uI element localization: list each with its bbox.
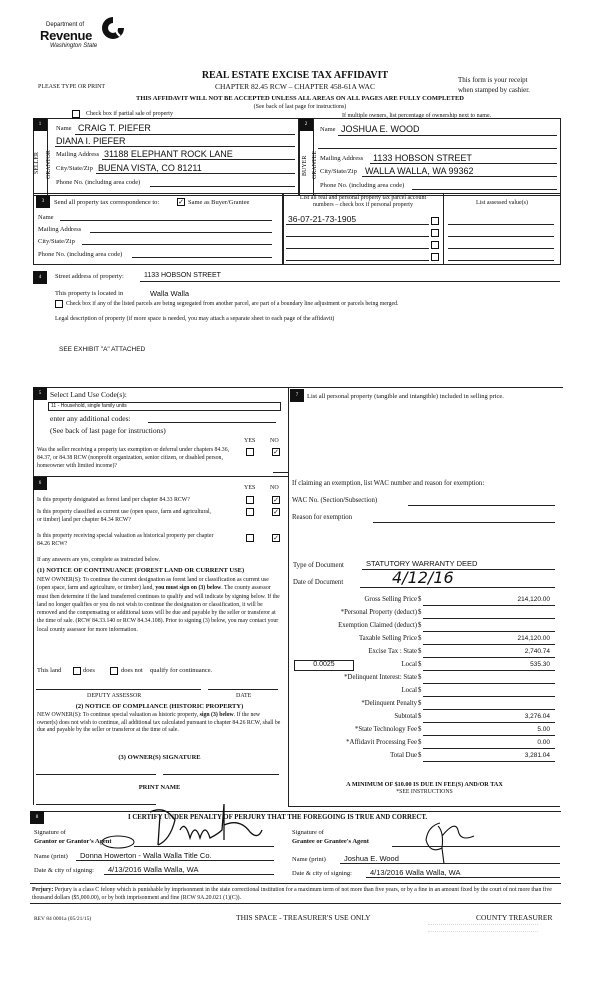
excise-tax-state-row — [290, 648, 560, 660]
s6-no-column-label: NO — [270, 485, 279, 491]
reason-label: Reason for exemption — [292, 514, 353, 521]
minimum-fee-note: A MINIMUM OF $10.00 IS DUE IN FEE(S) AND/OR TAX — [346, 781, 503, 788]
forest-land-yes-checkbox[interactable] — [246, 496, 254, 504]
yes-column-label: YES — [244, 438, 256, 444]
section-7-number: 7 — [290, 389, 304, 402]
buyer-name-2-line — [318, 148, 557, 149]
row-label: Taxable Selling Price — [358, 635, 417, 642]
section-7-divider — [273, 472, 289, 473]
grantee-name[interactable]: Joshua E. Wood — [344, 854, 399, 863]
currency-symbol: $ — [418, 700, 422, 707]
partial-sale-label: Check box if partial sale of property — [86, 111, 173, 117]
notice-continuance-text — [37, 576, 282, 634]
print-name-line[interactable] — [36, 804, 156, 805]
doc-date-label: Date of Document — [293, 579, 344, 586]
exemption-yes-checkbox[interactable] — [246, 448, 254, 456]
buyer-grantee-side-label — [300, 140, 318, 186]
notice2-text-b: . If the new owner(s) does not wish to continue, all additional tax calculated pursuant to chapter 84.26 RCW, shall be due and payable by the seller or transferor at the time of sale. — [37, 712, 281, 733]
receipt-note-2: when stamped by cashier. — [458, 86, 530, 94]
form-chapter: CHAPTER 82.45 RCW – CHAPTER 458-61A WAC — [215, 82, 375, 91]
forest-land-no-checkbox[interactable]: ✓ — [273, 496, 279, 504]
parcel-number[interactable] — [286, 236, 429, 237]
personal-property-checkbox[interactable] — [431, 241, 439, 249]
perjury-bottom-line — [30, 903, 561, 904]
doc-date-line — [360, 587, 555, 588]
land-use-code-select[interactable] — [48, 402, 281, 411]
row-label: *Delinquent Penalty — [361, 700, 417, 707]
grantee-date-label: Date & city of signing: — [292, 870, 352, 877]
delinquent-interest-local-row — [290, 687, 560, 699]
currency-symbol: $ — [418, 609, 422, 616]
corr-phone-field[interactable] — [132, 257, 272, 258]
street-address-label: Street address of property: — [55, 273, 124, 280]
deputy-assessor-label: DEPUTY ASSESSOR — [87, 693, 142, 699]
forest-land-question: Is this property designated as forest land per chapter 84.33 RCW? — [37, 497, 190, 503]
grantor-label: GRANTOR — [46, 150, 52, 179]
please-type-label: PLEASE TYPE OR PRINT — [38, 84, 106, 90]
historic-question: Is this property receiving special valuation as historical property per chapter 84.26 RCW? — [37, 533, 214, 547]
seller-city-line — [96, 173, 295, 174]
completion-warning: THIS AFFIDAVIT WILL NOT BE ACCEPTED UNLESS ALL AREAS ON ALL PAGES ARE FULLY COMPLETED — [136, 95, 464, 102]
perjury-top-line — [30, 883, 561, 884]
corr-name-label: Name — [38, 214, 54, 221]
current-use-no-checkbox[interactable]: ✓ — [273, 508, 279, 516]
owner-signature-line-1[interactable] — [36, 774, 156, 775]
section-3-number: 3 — [36, 195, 50, 208]
row-label: Subtotal — [394, 713, 417, 720]
local-rate-value: 0.0025 — [313, 661, 335, 668]
initials-circle — [100, 834, 136, 850]
historic-no-checkbox[interactable]: ✓ — [273, 534, 279, 542]
notice-compliance-title: (2) NOTICE OF COMPLIANCE (HISTORIC PROPERTY) — [75, 703, 244, 710]
total-due-row — [290, 752, 560, 764]
located-in-label: This property is located in — [55, 290, 124, 297]
buyer-phone-label: Phone No. (including area code) — [320, 182, 405, 189]
excise-tax-local-row — [290, 661, 560, 673]
certify-statement: I CERTIFY UNDER PENALTY OF PERJURY THAT THE FOREGOING IS TRUE AND CORRECT. — [128, 814, 428, 821]
buyer-phone-line — [412, 189, 557, 190]
street-address-line — [140, 281, 560, 282]
currency-symbol: $ — [418, 661, 422, 668]
parcel-number[interactable] — [286, 248, 429, 249]
grantor-date-label: Date & city of signing: — [34, 867, 94, 874]
send-correspondence-label: Send all property tax correspondence to: — [54, 199, 160, 206]
buyer-city[interactable]: WALLA WALLA, WA 99362 — [365, 166, 474, 176]
dor-swirl-logo-icon — [101, 16, 125, 40]
wac-label: WAC No. (Section/Subsection) — [292, 497, 378, 504]
row-label: Gross Selling Price — [364, 596, 417, 603]
buyer-mailing-line — [370, 163, 557, 164]
seller-mailing-line — [102, 159, 295, 160]
grantee-signature — [400, 818, 480, 866]
delinquent-interest-state-row — [290, 674, 560, 686]
personal-property-checkbox[interactable] — [431, 217, 439, 225]
perjury-bold: Perjury: — [32, 887, 54, 893]
doc-type[interactable]: STATUTORY WARRANTY DEED — [366, 559, 478, 568]
notice1-text-a: NEW OWNER(S): To continue the current designation as forest land or classification as current use (open space, farm and agriculture, or timber) land, — [37, 577, 269, 592]
corr-mailing-label: Mailing Address — [38, 226, 82, 233]
row-value[interactable]: 535.30 — [530, 661, 550, 668]
buyer-city-line — [362, 176, 557, 177]
row-label: Excise Tax : State — [368, 648, 417, 655]
segregated-checkbox[interactable] — [55, 300, 63, 308]
seller-grantor-side-label — [34, 138, 52, 188]
buyer-mailing-label: Mailing Address — [320, 155, 364, 162]
logo-revenue-text: Revenue — [40, 28, 93, 43]
perjury-text: Perjury is a class C felony which is punishable by imprisonment in the state correctional institution for a maximum term of not more than five years, or by a fine in an amount fixed by the court of not more than five thousand dollars ($5,000.00), or by both imprisonment and fine (RCW 9A.20.021 (1)(C)). — [32, 887, 552, 901]
section-6-number: 6 — [33, 477, 47, 490]
dor-logo — [40, 14, 130, 54]
corr-name-field[interactable] — [60, 220, 272, 221]
exemption-question: Was the seller receiving a property tax exemption or deferral under chapters 84.36, 84.37, or 84.38 RCW (nonprofit organization, senior citizen, or disabled person, homeowner with limited income)? — [37, 447, 230, 469]
buyer-label: BUYER — [302, 155, 308, 176]
form-number: REV 84 0001a (05/21/15) — [34, 916, 92, 922]
seller-name-1-line — [75, 134, 295, 135]
treasurer-stamp — [428, 924, 538, 932]
parcel-number[interactable]: 36-07-21-73-1905 — [288, 214, 357, 224]
seller-mailing[interactable]: 31188 ELEPHANT ROCK LANE — [104, 149, 233, 159]
currency-symbol: $ — [418, 687, 422, 694]
middle-vertical-divider — [288, 387, 289, 807]
grantee-sig-label-1: Signature of — [292, 829, 324, 836]
seller-phone-line — [150, 186, 295, 187]
land-use-code-value: 11 - Household, single family units — [51, 403, 127, 409]
print-name-label: PRINT NAME — [138, 784, 181, 791]
row-label: Local — [401, 687, 417, 694]
land-does-checkbox[interactable] — [73, 667, 81, 675]
seller-city[interactable]: BUENA VISTA, CO 81211 — [98, 163, 202, 173]
seller-name-2-line — [55, 146, 295, 147]
row-value[interactable]: 214,120.00 — [517, 596, 550, 603]
section-7-bottom — [288, 806, 560, 807]
treasurer-use-label: THIS SPACE - TREASURER'S USE ONLY — [236, 913, 371, 922]
subtotal-row — [290, 713, 560, 725]
state-technology-fee-row — [290, 726, 560, 738]
grantor-name[interactable]: Donna Howerton - Walla Walla Title Co. — [80, 851, 212, 860]
wac-field[interactable] — [408, 505, 555, 506]
current-use-question: Is this property classified as current use (open space, farm and agricultural, or timber) land per chapter 84.34 RCW? — [37, 509, 212, 523]
corr-city-field[interactable] — [82, 244, 272, 245]
currency-symbol: $ — [418, 739, 422, 746]
section-8-top-border — [44, 811, 561, 812]
grantee-date-line — [366, 877, 560, 878]
assessed-value-field[interactable] — [448, 224, 554, 225]
row-label: Total Due — [390, 752, 417, 759]
row-label: *Affidavit Processing Fee — [346, 739, 417, 746]
see-back-note: (See back of last page for instructions) — [253, 104, 347, 110]
same-as-buyer-checkbox[interactable]: ✓ — [178, 198, 184, 206]
land-does-not-checkbox[interactable] — [110, 667, 118, 675]
row-value[interactable]: 3,281.04 — [524, 752, 550, 759]
local-rate-box[interactable] — [294, 660, 354, 671]
section-5-number: 5 — [33, 387, 47, 400]
row-label: *Delinquent Interest: State — [344, 674, 417, 681]
logo-state-text: Washington State — [50, 43, 98, 49]
seller-mailing-label: Mailing Address — [56, 151, 100, 158]
does-label: does — [83, 667, 95, 674]
grantor-date-city[interactable]: 4/13/2016 Walla Walla, WA — [108, 865, 199, 874]
currency-symbol: $ — [418, 752, 422, 759]
row-label: Local — [401, 661, 417, 668]
located-in[interactable]: Walla Walla — [150, 289, 190, 298]
seller-name-2[interactable]: DIANA I. PIEFER — [56, 136, 126, 146]
notice-continuance-title: (1) NOTICE OF CONTINUANCE (FOREST LAND OR CURRENT USE) — [37, 567, 245, 574]
currency-symbol: $ — [418, 713, 422, 720]
if-yes-note: If any answers are yes, complete as instructed below. — [37, 557, 160, 563]
personal-property-checkbox[interactable] — [431, 253, 439, 261]
seller-name-label: Name — [56, 125, 72, 132]
parcel-header-1: List all real and personal property tax parcel account — [299, 195, 427, 201]
form-title: REAL ESTATE EXCISE TAX AFFIDAVIT — [201, 70, 389, 81]
section-1-number: 1 — [33, 118, 47, 131]
row-value[interactable]: 0.00 — [537, 739, 550, 746]
multiple-owners-note: If multiple owners, list percentage of ownership next to name. — [342, 113, 492, 119]
exemption-claimed-row — [290, 622, 560, 634]
buyer-name-1-line — [338, 135, 557, 136]
owner-signature-label: (3) OWNER(S) SIGNATURE — [118, 754, 201, 761]
currency-symbol: $ — [418, 635, 422, 642]
corr-mailing-field[interactable] — [90, 232, 272, 233]
section-4-number: 4 — [33, 271, 47, 284]
buyer-name-label: Name — [320, 126, 336, 133]
currency-symbol: $ — [418, 596, 422, 603]
personal-property-label: List all personal property (tangible and intangible) included in selling price. — [307, 393, 504, 400]
row-value[interactable]: 5.00 — [537, 726, 550, 733]
notice2-bold: sign (3) below — [199, 712, 234, 718]
row-value[interactable]: 3,276.04 — [524, 713, 550, 720]
seller-city-label: City/State/Zip — [56, 165, 93, 172]
row-label: *State Technology Fee — [354, 726, 417, 733]
row-value[interactable]: 214,120.00 — [517, 635, 550, 642]
logo-dept-text: Department of — [46, 22, 85, 28]
historic-yes-checkbox[interactable] — [246, 534, 254, 542]
grantee-name-label: Name (print) — [292, 856, 326, 863]
buyer-city-label: City/State/Zip — [320, 168, 357, 175]
assessed-header: List assessed value(s) — [476, 200, 528, 206]
parcel-table-divider — [443, 193, 444, 265]
affidavit-processing-fee-row — [290, 739, 560, 751]
grantor-signature — [140, 800, 280, 850]
assessed-value-field[interactable] — [448, 236, 554, 237]
receipt-note-1: This form is your receipt — [458, 76, 528, 84]
corr-phone-label: Phone No. (including area code) — [38, 251, 123, 258]
currency-symbol: $ — [418, 726, 422, 733]
row-label: *Personal Property (deduct) — [340, 609, 417, 616]
assessor-date-label: DATE — [236, 693, 252, 699]
deputy-assessor-signature-line[interactable] — [36, 689, 201, 690]
grantor-date-line — [104, 874, 274, 875]
partial-sale-checkbox[interactable] — [72, 110, 80, 118]
grantor-sig-label-2: Grantor or Grantor's Agent — [34, 838, 112, 845]
additional-codes-label: enter any additional codes: — [50, 414, 131, 423]
reason-field[interactable] — [373, 522, 555, 523]
exemption-claim-label: If claiming an exemption, list WAC number and reason for exemption: — [292, 480, 485, 487]
section-5-top-border — [33, 387, 563, 388]
personal-property-checkbox[interactable] — [431, 229, 439, 237]
segregated-label: Check box if any of the listed parcels are being segregated from another parcel, are part of a boundary line adjustment or parcels being merged. — [66, 301, 399, 307]
grantee-date-city[interactable]: 4/13/2016 Walla Walla, WA — [370, 868, 461, 877]
grantor-name-line — [76, 860, 274, 861]
personal-property-row — [290, 609, 560, 621]
currency-symbol: $ — [418, 648, 422, 655]
current-use-yes-checkbox[interactable] — [246, 508, 254, 516]
doc-type-label: Type of Document — [293, 562, 344, 569]
notice1-bold: you must sign on (3) below — [155, 585, 222, 592]
row-label: Exemption Claimed (deduct) — [338, 622, 417, 629]
gross-selling-price-row — [290, 596, 560, 608]
legal-description[interactable]: SEE EXHIBIT "A" ATTACHED — [59, 346, 146, 353]
this-land-label: This land — [37, 667, 62, 674]
section-5-see-back: (See back of last page for instructions) — [50, 426, 166, 435]
notice2-text-a: NEW OWNER(S): To continue special valuation as historic property, — [37, 712, 200, 718]
legal-description-label: Legal description of property (if more space is needed, you may attach a separate sheet to each page of the affidavit) — [55, 316, 335, 322]
section-6-top-border — [33, 476, 289, 477]
buyer-name-1[interactable]: JOSHUA E. WOOD — [341, 124, 420, 134]
delinquent-penalty-row — [290, 700, 560, 712]
street-address[interactable]: 1133 HOBSON STREET — [144, 272, 221, 279]
no-column-label: NO — [270, 438, 279, 444]
currency-symbol: $ — [418, 622, 422, 629]
notice1-text-b: . The county assessor must then determine if the land transferred continues to qualify and will indicate by signing below. If the land no longer qualifies or you do not wish to continue the designation or classification, it will be removed and the compensating or additional taxes will be due and payable by the seller or transferor at the time of sale. (RCW 84.33.140 or RCW 84.34.108). Prior to signing (3) below, you may contact your local county assessor for more information. — [37, 585, 280, 633]
corr-city-label: City/State/Zip — [38, 238, 75, 245]
buyer-mailing[interactable]: 1133 HOBSON STREET — [373, 153, 472, 163]
seller-label: SELLER — [34, 152, 40, 174]
see-instructions-note: *SEE INSTRUCTIONS — [396, 789, 453, 795]
notice-compliance-text — [37, 712, 282, 735]
grantee-name-line — [340, 863, 560, 864]
currency-symbol: $ — [418, 674, 422, 681]
additional-codes-field[interactable] — [148, 422, 276, 423]
doc-date[interactable]: 4/12/16 — [392, 568, 454, 587]
seller-phone-label: Phone No. (including area code) — [56, 179, 141, 186]
assessed-value-field[interactable] — [448, 248, 554, 249]
section-2-number: 2 — [299, 118, 313, 131]
assessor-date-line[interactable] — [208, 689, 278, 690]
row-value[interactable]: 2,740.74 — [524, 648, 550, 655]
assessed-value-field[interactable] — [448, 260, 554, 261]
grantee-label: GRANTEE — [312, 151, 318, 179]
does-not-label: does not — [121, 667, 143, 674]
parcel-number[interactable] — [286, 260, 429, 261]
seller-name-1[interactable]: CRAIG T. PIEFER — [78, 123, 151, 133]
grantee-sig-label-2: Grantee or Grantee's Agent — [292, 838, 369, 845]
parcel-header-2: numbers – check box if personal property — [313, 202, 413, 208]
section-8-number: 8 — [30, 811, 44, 824]
financial-table — [290, 596, 560, 796]
qualify-label: qualify for continuance. — [150, 667, 213, 674]
grantor-sig-label-1: Signature of — [34, 829, 66, 836]
grantor-name-label: Name (print) — [34, 853, 68, 860]
left-border — [33, 387, 34, 805]
land-use-label: Select Land Use Code(s): — [50, 390, 127, 399]
exemption-no-checkbox[interactable]: ✓ — [273, 448, 279, 456]
s6-yes-column-label: YES — [244, 485, 256, 491]
perjury-statement — [32, 886, 562, 902]
taxable-selling-price-row — [290, 635, 560, 647]
owner-signature-line-2[interactable] — [163, 774, 279, 775]
doc-type-line — [362, 569, 555, 570]
same-as-buyer-label: Same as Buyer/Grantee — [188, 199, 250, 206]
county-treasurer-label: COUNTY TREASURER — [476, 913, 553, 922]
